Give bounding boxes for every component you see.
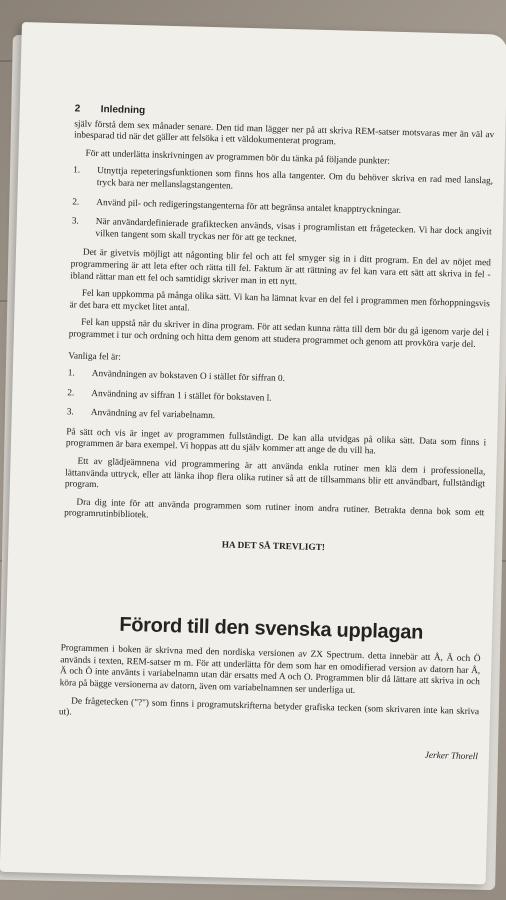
page-content — [58, 103, 495, 763]
errors-intro: Vanliga fel är: — [68, 350, 122, 363]
section-title: Inledning — [100, 104, 146, 117]
list-item: 2. Använd pil- och redigeringstangenterna för att begränsa antalet knapptryckningar. — [72, 196, 402, 216]
paragraph: Fel kan uppkomma på många olika sätt. Vi kan ha lämnat kvar en del fel i programmen men förhoppningsvis är det bara ett mycket litet antal. — [69, 288, 490, 314]
list-item: 3. Användning av fel variabelnamn. — [66, 407, 216, 422]
list-item: 1. Användningen av bokstaven O i stället för siffran 0. — [67, 368, 286, 385]
paragraph: Ett av glädjeämnena vid programmering är att använda enkla rutiner men klä dem i professionella, lättanvända uttryck, eller att länka ihop flera olika rutiner så att de tillsammans blir ett användbart, fullständigt program. — [64, 456, 486, 491]
foreword-title: Förord till den svenska upplagan — [119, 613, 424, 644]
paragraph: Dra dig inte för att använda programmen som rutiner inom andra rutiner. Betrakta denna bok som ett programrutinbibliotek. — [64, 497, 485, 521]
signature: Jerker Thorell — [424, 750, 479, 762]
closing-line: HA DET SÅ TREVLIGT! — [221, 540, 326, 554]
errors-list — [67, 368, 488, 430]
paragraph: Fel kan uppstå när du skriver in dina program. För att sedan kunna rätta till dem bör du gå igenom varje del i programmet i tur och ordning och hitta dem genom att studera programmet och genom att provköra varje del. — [68, 317, 490, 350]
foreword-paragraph: Programmen i boken är skrivna med den nordiska versionen av ZX Spectrum. detta innebär att Å, Ä och Ö används i texten, REM-satser m m. För att underlätta för dem som har en omodifierad version av datorn har Å, Ä och Ö inte använts i variabelnamn utan där ersatts med A och O. Programmen blir då lättare att skriva in och köra på bägge versionerna av datorn, även om variabelnamnen ser underliga ut. — [59, 643, 481, 696]
foreword-paragraph: De frågetecken ("?") som finns i programutskrifterna betyder grafiska tecken (som skrivaren inte kan skriva ut). — [58, 696, 480, 718]
section-number: 2 — [74, 103, 81, 115]
list-item: 1. Utnyttja repeteringsfunktionen som finns hos alla tangenter. Om du behöver skriva en rad med lanslag, tryck bara ner mellanslagstangenten. — [72, 165, 494, 192]
tips-list — [71, 166, 493, 251]
book-page — [0, 22, 506, 884]
paragraph: själv förstå dem sex månader senare. Den tid man lägger ner på att skriva REM-satser motsvaras mer än väl av inbesparad tid när det gäller att felsöka i ett väldokumenterat program. — [73, 119, 495, 148]
list-item: 2. Användning av siffran 1 i stället för bokstaven l. — [67, 388, 272, 404]
paragraph: På sätt och vis är inget av programmen fullständigt. De kan alla utvidgas på olika sätt. Data som finns i programmen är bara exempel. Vi hoppas att du själv kommer att ange de du vill ha. — [65, 427, 487, 457]
list-item: 3. När användardefinierade grafiktecken används, visas i programlistan ett frågetecken. Vi har dock angivit vilken tangent som skall tryckas ner för att ge tecknet. — [71, 216, 492, 245]
paragraph: Det är givetvis möjligt att någonting blir fel och att fel smyger sig in i ditt program. En del av nöjet med programmering är att leta efter och rätta till fel. Faktum är att rättning av fel kan vara ett sätt att skriva in fel - ibland rättar man ett fel och samtidigt skriver man in ett nytt. — [70, 248, 491, 287]
paragraph: För att underlätta inskrivningen av programmen bör du tänka på följande punkter: — [85, 148, 390, 167]
